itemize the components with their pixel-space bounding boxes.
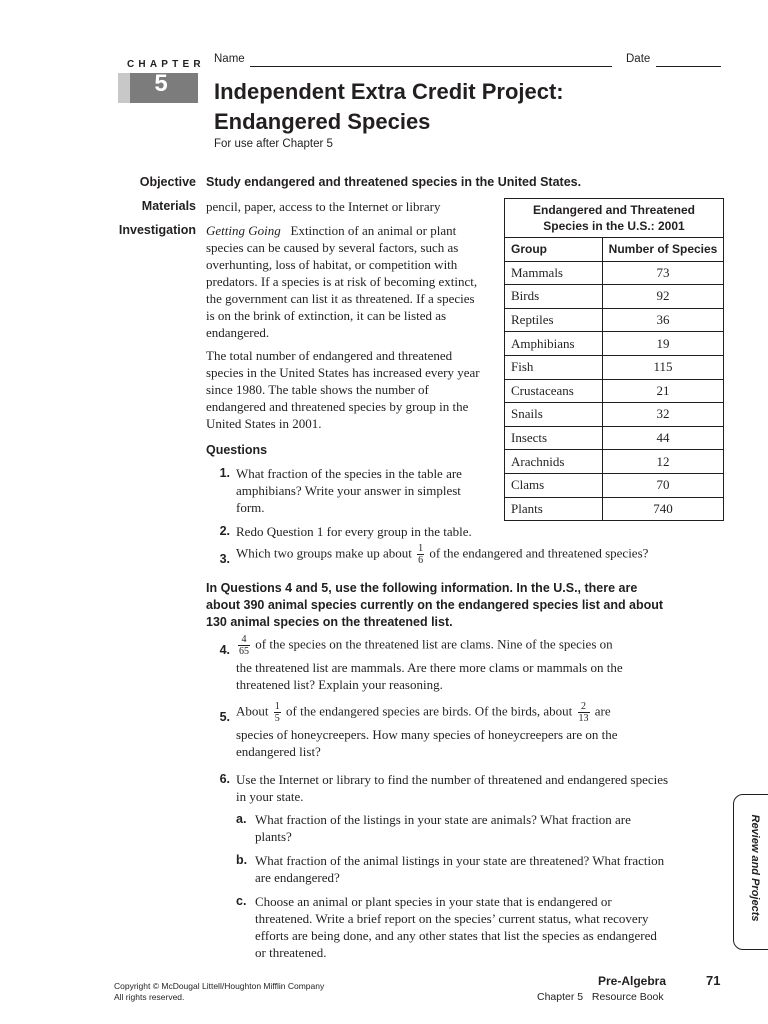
count-cell: 44 [603,426,724,450]
chapter-number: 5 [154,70,168,97]
count-cell: 740 [603,497,724,521]
table-row [505,473,724,497]
name-field[interactable] [250,66,612,67]
table-row [505,261,724,285]
question-6a-letter: a. [236,812,247,826]
question-4-line-1 [236,634,676,657]
fraction-denominator: 65 [239,646,249,657]
count-cell: 73 [603,261,724,285]
questions-heading: Questions [206,443,268,457]
materials-label: Materials [141,199,196,213]
question-3-pre: Which two groups make up about [236,545,412,561]
title-line-1: Independent Extra Credit Project: [214,79,564,104]
review-and-projects-label: Review and Projects [749,814,761,922]
table-row [505,497,724,521]
question-5-text [236,701,676,760]
fraction-denominator: 13 [578,713,589,724]
question-5-line-2: species of honeycreepers. How many species of honeycreepers are on the endangered list? [236,727,618,759]
question-4-number: 4. [219,643,230,657]
resource-book-label: Chapter 5 Resource Book [537,991,664,1003]
count-cell: 19 [603,332,724,356]
question-4-text [236,634,676,693]
date-field[interactable] [656,66,721,67]
group-cell: Fish [505,355,603,379]
table-row [505,285,724,309]
group-cell: Crustaceans [505,379,603,403]
question-5-line-1 [236,701,676,724]
question-6b-letter: b. [236,853,248,867]
group-cell: Mammals [505,261,603,285]
question-6-text: Use the Internet or library to find the number of threatened and endangered species in your state. [236,772,669,804]
question-6b-text: What fraction of the animal listings in your state are threatened? What fraction are endangered? [255,853,665,885]
question-5-mid: of the endangered species are birds. Of the birds, about [286,703,573,719]
question-6c-text: Choose an animal or plant species in your state that is endangered or threatened. Write a brief report on the species’ current status, what recovery efforts are being done, and any other states that list the species as endangered or threatened. [255,894,657,960]
getting-going-paragraph [206,222,486,341]
count-cell: 92 [603,285,724,309]
count-cell: 32 [603,403,724,427]
chapter-label: CHAPTER [127,59,205,70]
question-4-post: of the species on the threatened list are clams. Nine of the species on [255,636,613,652]
question-5-number: 5. [219,710,230,724]
column-header-group: Group [505,238,603,262]
copyright-line-1: Copyright © McDougal Littell/Houghton Mifflin Company [114,981,325,991]
question-3-text [236,543,696,566]
group-cell: Clams [505,473,603,497]
investigation-label: Investigation [118,223,196,237]
table-row [505,379,724,403]
group-cell: Arachnids [505,450,603,474]
fraction-denominator: 5 [274,713,280,724]
fraction-four-65ths [238,634,250,657]
count-cell: 21 [603,379,724,403]
question-2-number: 2. [219,524,230,538]
question-6-number: 6. [219,772,230,786]
page-title [214,77,564,137]
book-title: Pre-Algebra [598,974,667,988]
question-6c-letter: c. [236,894,247,908]
page-number: 71 [706,973,721,988]
group-cell: Insects [505,426,603,450]
fraction-two-13ths [578,701,590,724]
table-row [505,450,724,474]
info-paragraph: In Questions 4 and 5, use the following information. In the U.S., there are about 390 animal species currently on the endangered species list and about 130 animal species on the threatened list. [206,581,664,629]
count-cell: 115 [603,355,724,379]
objective-text: Study endangered and threatened species in the United States. [206,175,582,189]
count-cell: 36 [603,308,724,332]
table-row [505,426,724,450]
question-3-number: 3. [219,552,230,566]
fraction-one-fifth [274,701,281,724]
fraction-numerator: 1 [418,543,424,554]
title-line-2: Endangered Species [214,109,431,134]
question-4-line-2: the threatened list are mammals. Are there more clams or mammals on the threatened list? Explain your reasoning. [236,660,623,692]
group-cell: Snails [505,403,603,427]
materials-text: pencil, paper, access to the Internet or library [206,199,441,214]
table-row [505,355,724,379]
intro-paragraph: The total number of endangered and threatened species in the United States has increased every year since 1980. The table shows the number of endangered and threatened species by group in the United States in 2001. [206,348,480,431]
objective-label: Objective [139,175,196,189]
group-cell: Amphibians [505,332,603,356]
question-5-post: are [594,703,611,719]
group-cell: Plants [505,497,603,521]
group-cell: Reptiles [505,308,603,332]
question-2-text: Redo Question 1 for every group in the table. [236,524,472,539]
question-1-number: 1. [219,466,230,480]
table-row [505,332,724,356]
copyright [114,981,324,1003]
question-6a-text: What fraction of the listings in your state are animals? What fraction are plants? [255,812,631,844]
table-row [505,403,724,427]
fraction-numerator: 4 [238,634,250,646]
species-table [504,198,724,521]
question-5-pre: About [236,703,269,719]
count-cell: 12 [603,450,724,474]
date-label: Date [626,53,651,65]
getting-going-label: Getting Going [206,223,281,238]
count-cell: 70 [603,473,724,497]
fraction-denominator: 6 [418,555,424,566]
question-3-post: of the endangered and threatened species? [429,545,649,561]
table-row [505,308,724,332]
question-1-text: What fraction of the species in the table are amphibians? Write your answer in simplest form. [236,466,462,515]
fraction-one-sixth [417,543,424,566]
fraction-numerator: 1 [274,701,280,712]
fraction-numerator: 2 [578,701,590,713]
name-label: Name [214,53,245,65]
copyright-line-2: All rights reserved. [114,992,185,1002]
column-header-number: Number of Species [603,238,724,262]
getting-going-text: Extinction of an animal or plant species can be caused by several factors, such as overhunting, loss of habitat, or competition with predators. If a species is at risk of becoming extinct, the government can list it as threatened. If a species is on the brink of extinction, it can be listed as endangered. [206,223,478,340]
subtitle: For use after Chapter 5 [214,138,333,150]
table-caption: Endangered and Threatened Species in the U.S.: 2001 [505,199,724,238]
group-cell: Birds [505,285,603,309]
